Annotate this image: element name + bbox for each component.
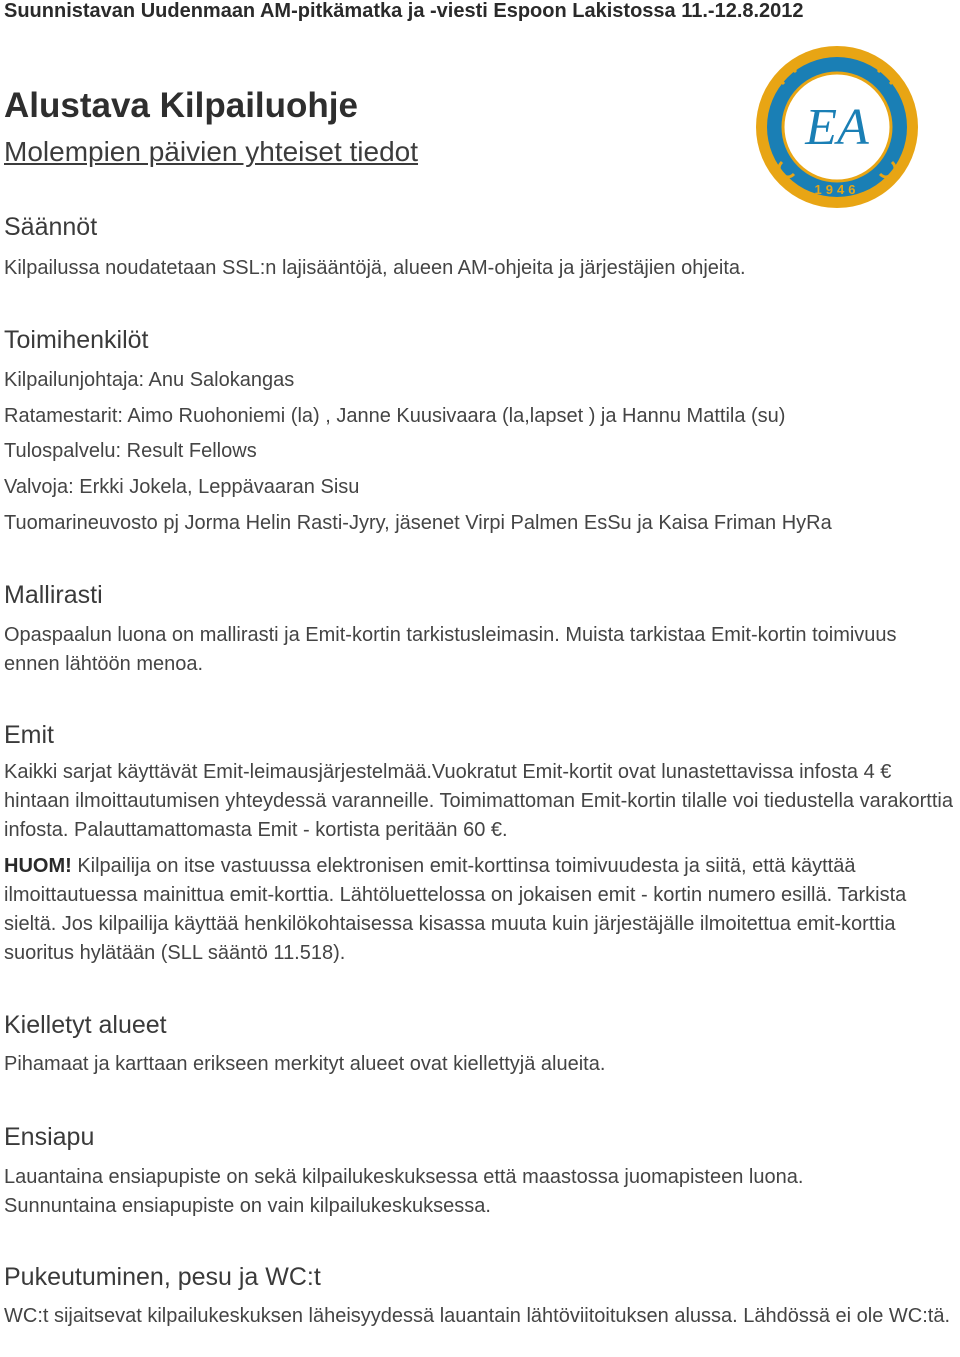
section-text-pukeutuminen: WC:t sijaitsevat kilpailukeskuksen läheisyydessä lauantain lähtöviitoituksen alussa. Lähdössä ei ole WC:tä. [4, 1305, 951, 1327]
section-heading-pukeutuminen: Pukeutuminen, pesu ja WC:t [4, 1263, 321, 1291]
logo-letters: EA [805, 99, 869, 156]
section-heading-saannot: Säännöt [4, 213, 98, 241]
section-text-saannot: Kilpailussa noudatetaan SSL:n lajisääntöjä, alueen AM-ohjeita ja järjestäjien ohjeita. [4, 257, 746, 279]
section-heading-emit: Emit [4, 721, 54, 749]
staff-line: Tuomarineuvosto pj Jorma Helin Rasti-Jyry, jäsenet Virpi Palmen EsSu ja Kaisa Friman HyRa [4, 512, 832, 534]
section-heading-toimihenkilot: Toimihenkilöt [4, 326, 149, 354]
logo-year: 1946 [814, 182, 860, 197]
page-subtitle: Molempien päivien yhteiset tiedot [4, 136, 419, 167]
section-text-emit-huom [4, 852, 959, 968]
staff-line: Valvoja: Erkki Jokela, Leppävaaran Sisu [4, 476, 360, 498]
section-text-kielletyt: Pihamaat ja karttaan erikseen merkityt alueet ovat kiellettyjä alueita. [4, 1053, 606, 1075]
section-heading-ensiapu: Ensiapu [4, 1123, 95, 1151]
staff-line: Tulospalvelu: Result Fellows [4, 440, 257, 462]
page-title: Alustava Kilpailuohje [4, 86, 358, 125]
staff-line: Kilpailunjohtaja: Anu Salokangas [4, 369, 295, 391]
section-text-emit: Kaikki sarjat käyttävät Emit-leimausjärjestelmää.Vuokratut Emit-kortit ovat lunastettavissa infosta 4 € hintaan ilmoittautumisen yhteydessä varanneille. Toimimattoman Emit-kortin tilalle voi tiedustella varakorttia infosta. Palauttamattomasta Emit - kortista peritään 60 €. [4, 761, 953, 841]
section-heading-mallirasti: Mallirasti [4, 581, 103, 609]
huom-text: Kilpailija on itse vastuussa elektronisen emit-korttinsa toimivuudesta ja siitä, että käyttää ilmoittautuessa mainittua emit-korttia. Lähtöluettelossa on jokaisen emit - kortin numero esillä. Tarkista sieltä. Jos kilpailija käyttää henkilökohtaisessa kisassa muuta kuin järjestäjälle ilmoitettua emit-korttia suoritus hylätään (SLL sääntö 11.518). [4, 855, 907, 964]
staff-line: Ratamestarit: Aimo Ruohoniemi (la) , Janne Kuusivaara (la,lapset ) ja Hannu Mattila (su) [4, 405, 786, 427]
section-text-mallirasti: Opaspaalun luona on mallirasti ja Emit-kortin tarkistusleimasin. Muista tarkistaa Emit-kortin toimivuus ennen lähtöön menoa. [4, 624, 897, 675]
huom-label: HUOM! [4, 855, 72, 877]
club-logo [754, 44, 920, 210]
document-header: Suunnistavan Uudenmaan AM-pitkämatka ja -viesti Espoon Lakistossa 11.-12.8.2012 [4, 0, 804, 22]
section-heading-kielletyt: Kielletyt alueet [4, 1011, 167, 1039]
section-text-ensiapu: Lauantaina ensiapupiste on sekä kilpailukeskuksessa että maastossa juomapisteen luona. Sunnuntaina ensiapupiste on vain kilpailukeskuksessa. [4, 1166, 804, 1217]
